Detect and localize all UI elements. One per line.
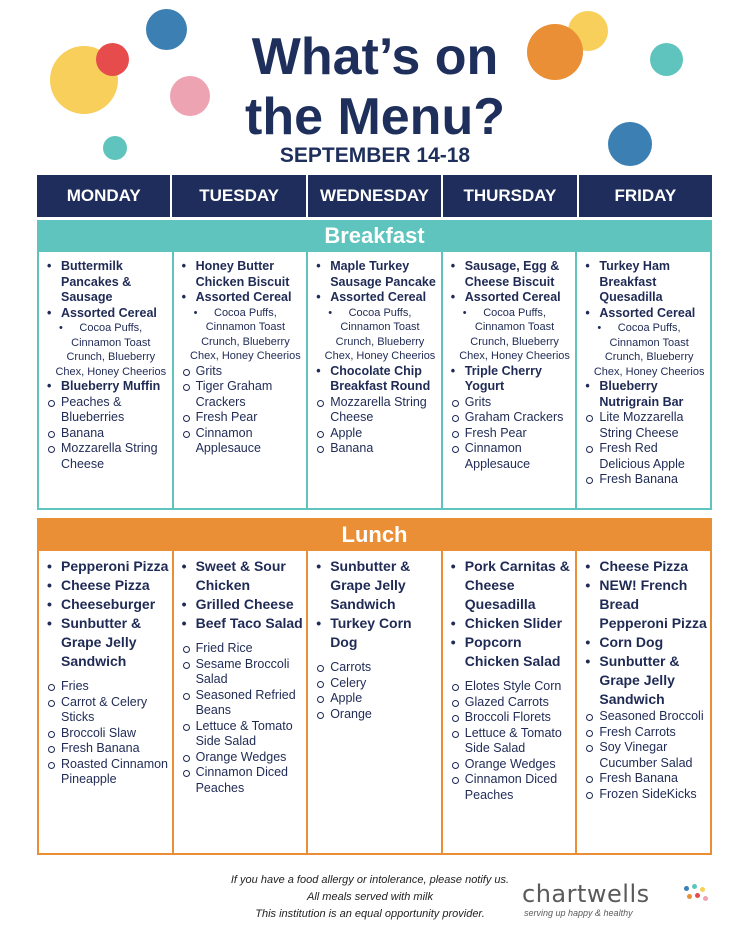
side-item: Sesame Broccoli Salad <box>180 657 304 688</box>
entree-item: • Cheeseburger <box>45 595 169 614</box>
entree-item: • Chocolate Chip Breakfast Round <box>314 364 438 395</box>
side-item: Mozzarella String Cheese <box>45 441 169 472</box>
entree-item: • Blueberry Nutrigrain Bar <box>583 379 707 410</box>
side-item: Lite Mozzarella String Cheese <box>583 410 707 441</box>
breakfast-column <box>174 252 309 508</box>
side-item: Seasoned Broccoli <box>583 709 707 725</box>
side-item: Lettuce & Tomato Side Salad <box>449 726 573 757</box>
breakfast-column <box>39 252 174 508</box>
side-item: Banana <box>45 426 169 442</box>
side-item: Grits <box>449 395 573 411</box>
allergy-note: If you have a food allergy or intolerance, please notify us. <box>230 874 510 886</box>
side-item: Peaches & Blueberries <box>45 395 169 426</box>
lunch-column <box>577 551 710 853</box>
side-item: Cinnamon Applesauce <box>449 441 573 472</box>
entree-item: • Sausage, Egg & Cheese Biscuit <box>449 259 573 290</box>
side-item: Cinnamon Diced Peaches <box>180 765 304 796</box>
entree-item: • Triple Cherry Yogurt <box>449 364 573 395</box>
cereal-options: • Cocoa Puffs, Cinnamon Toast Crunch, Blueberry Chex, Honey Cheerios <box>180 306 304 364</box>
page-title-line2: the Menu? <box>245 88 505 146</box>
side-item: Elotes Style Corn <box>449 679 573 695</box>
side-item: Mozzarella String Cheese <box>314 395 438 426</box>
side-item: Cinnamon Diced Peaches <box>449 772 573 803</box>
entree-item: • Pepperoni Pizza <box>45 557 169 576</box>
day-header: TUESDAY <box>172 175 307 217</box>
entree-item: • Corn Dog <box>583 633 707 652</box>
cereal-options: • Cocoa Puffs, Cinnamon Toast Crunch, Blueberry Chex, Honey Cheerios <box>583 321 707 379</box>
side-item: Fresh Banana <box>583 472 707 488</box>
side-item: Carrots <box>314 660 438 676</box>
side-item: Grits <box>180 364 304 380</box>
side-item: Seasoned Refried Beans <box>180 688 304 719</box>
breakfast-column <box>577 252 710 508</box>
entree-item: • Turkey Ham Breakfast Quesadilla <box>583 259 707 306</box>
entree-item: • Cheese Pizza <box>45 576 169 595</box>
side-item: Apple <box>314 691 438 707</box>
side-item: Fried Rice <box>180 641 304 657</box>
entree-item: • Buttermilk Pancakes & Sausage <box>45 259 169 306</box>
breakfast-grid <box>37 252 712 510</box>
side-item: Broccoli Florets <box>449 710 573 726</box>
milk-note: All meals served with milk <box>307 891 433 903</box>
page-title-line1: What’s on <box>251 28 499 86</box>
entree-item: • NEW! French Bread Pepperoni Pizza <box>583 576 707 633</box>
entree-item: • Maple Turkey Sausage Pancake <box>314 259 438 290</box>
entree-item: • Sunbutter & Grape Jelly Sandwich <box>314 557 438 614</box>
footer-notes <box>200 872 540 923</box>
side-item: Fresh Red Delicious Apple <box>583 441 707 472</box>
day-header: WEDNESDAY <box>308 175 443 217</box>
brand-logo <box>522 880 722 918</box>
side-item: Fresh Banana <box>45 741 169 757</box>
lunch-column <box>174 551 309 853</box>
entree-item: • Beef Taco Salad <box>180 614 304 633</box>
entree-item: • Cheese Pizza <box>583 557 707 576</box>
entree-item: • Pork Carnitas & Cheese Quesadilla <box>449 557 573 614</box>
entree-item: • Sweet & Sour Chicken <box>180 557 304 595</box>
side-item: Glazed Carrots <box>449 695 573 711</box>
side-item: Fries <box>45 679 169 695</box>
entree-item: • Assorted Cereal <box>45 306 169 322</box>
entree-item: • Grilled Cheese <box>180 595 304 614</box>
side-item: Carrot & Celery Sticks <box>45 695 169 726</box>
lunch-column <box>308 551 443 853</box>
day-header-row <box>37 175 712 217</box>
day-header: MONDAY <box>37 175 172 217</box>
lunch-column <box>443 551 578 853</box>
brand-name: chartwells <box>522 880 650 908</box>
breakfast-column <box>308 252 443 508</box>
breakfast-band: Breakfast <box>37 220 712 252</box>
entree-item: • Chicken Slider <box>449 614 573 633</box>
entree-item: • Popcorn Chicken Salad <box>449 633 573 671</box>
side-item: Fresh Banana <box>583 771 707 787</box>
brand-dots-icon <box>682 884 710 906</box>
brand-tagline: serving up happy & healthy <box>524 908 633 918</box>
entree-item: • Honey Butter Chicken Biscuit <box>180 259 304 290</box>
day-header: THURSDAY <box>443 175 578 217</box>
entree-item: • Assorted Cereal <box>180 290 304 306</box>
side-item: Fresh Pear <box>180 410 304 426</box>
side-item: Tiger Graham Crackers <box>180 379 304 410</box>
date-range: SEPTEMBER 14-18 <box>279 144 471 167</box>
side-item: Cinnamon Applesauce <box>180 426 304 457</box>
cereal-options: • Cocoa Puffs, Cinnamon Toast Crunch, Blueberry Chex, Honey Cheerios <box>449 306 573 364</box>
side-item: Lettuce & Tomato Side Salad <box>180 719 304 750</box>
side-item: Broccoli Slaw <box>45 726 169 742</box>
lunch-grid <box>37 551 712 855</box>
entree-item: • Sunbutter & Grape Jelly Sandwich <box>583 652 707 709</box>
side-item: Orange Wedges <box>180 750 304 766</box>
equal-opportunity-note: This institution is an equal opportunity provider. <box>255 908 485 920</box>
lunch-column <box>39 551 174 853</box>
breakfast-column <box>443 252 578 508</box>
side-item: Orange Wedges <box>449 757 573 773</box>
side-item: Banana <box>314 441 438 457</box>
lunch-band: Lunch <box>37 518 712 551</box>
side-item: Graham Crackers <box>449 410 573 426</box>
side-item: Apple <box>314 426 438 442</box>
side-item: Frozen SideKicks <box>583 787 707 803</box>
entree-item: • Turkey Corn Dog <box>314 614 438 652</box>
side-item: Orange <box>314 707 438 723</box>
cereal-options: • Cocoa Puffs, Cinnamon Toast Crunch, Blueberry Chex, Honey Cheerios <box>314 306 438 364</box>
cereal-options: • Cocoa Puffs, Cinnamon Toast Crunch, Blueberry Chex, Honey Cheerios <box>45 321 169 379</box>
side-item: Soy Vinegar Cucumber Salad <box>583 740 707 771</box>
side-item: Fresh Carrots <box>583 725 707 741</box>
side-item: Fresh Pear <box>449 426 573 442</box>
side-item: Roasted Cinnamon Pineapple <box>45 757 169 788</box>
entree-item: • Blueberry Muffin <box>45 379 169 395</box>
side-item: Celery <box>314 676 438 692</box>
entree-item: • Assorted Cereal <box>314 290 438 306</box>
entree-item: • Assorted Cereal <box>449 290 573 306</box>
entree-item: • Sunbutter & Grape Jelly Sandwich <box>45 614 169 671</box>
day-header: FRIDAY <box>614 186 677 205</box>
entree-item: • Assorted Cereal <box>583 306 707 322</box>
